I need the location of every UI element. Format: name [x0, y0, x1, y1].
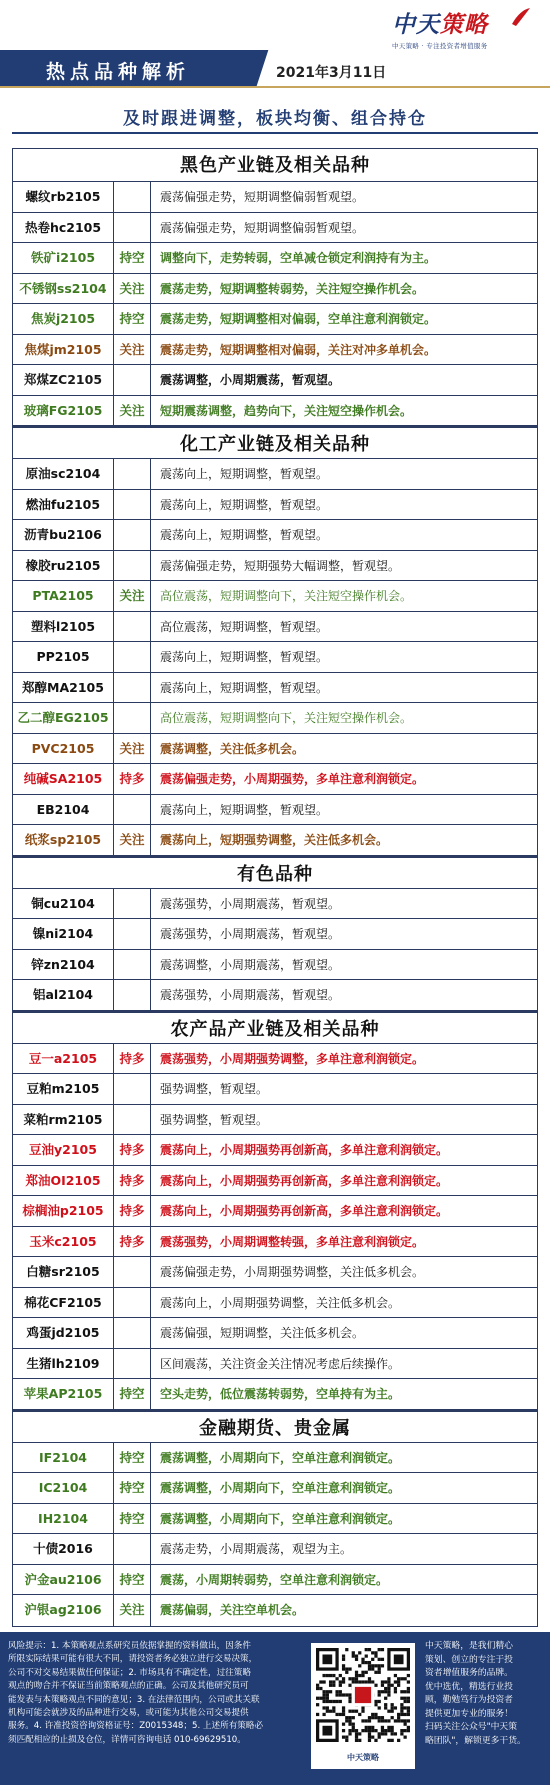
market-view: 震荡走势，短期调整转弱势，关注短空操作机会。: [160, 281, 425, 296]
contract-name: 铁矿i2105: [13, 243, 114, 273]
table-row: [13, 581, 537, 612]
table-row: [13, 459, 537, 490]
contract-name: 乙二醇EG2105: [13, 703, 114, 733]
position-tag: 持多: [114, 1044, 151, 1074]
risk-line: 服务。4. 许准投资咨询资格证号：Z0015348；5. 上述所有策略必: [8, 1721, 264, 1732]
position-tag: [114, 1349, 151, 1379]
market-view: 震荡强势，小周期震荡，暂观望。: [160, 988, 341, 1002]
position-tag: [114, 980, 151, 1010]
table-row: [13, 642, 537, 673]
table-row: [13, 213, 537, 244]
table-row: [13, 520, 537, 551]
table-row: [13, 1257, 537, 1288]
contract-name: 棉花CF2105: [13, 1288, 114, 1318]
table-row: [13, 612, 537, 643]
table-row: [13, 734, 537, 765]
contract-name: 铝al2104: [13, 980, 114, 1010]
market-view: 震荡调整，小周期震荡，暂观望。: [160, 957, 341, 972]
contract-name: 白糖sr2105: [13, 1257, 114, 1287]
contract-name: PP2105: [13, 642, 114, 672]
market-view: 震荡走势，短期调整相对偏弱，空单注意利润锁定。: [160, 312, 437, 326]
position-tag: [114, 520, 151, 550]
contract-name: 锌zn2104: [13, 950, 114, 980]
market-view: 高位震荡，短期调整向下，关注短空操作机会。: [160, 711, 413, 725]
market-view: 震荡向上，短期调整，暂观望。: [160, 528, 329, 542]
contract-name: 苹果AP2105: [13, 1379, 114, 1409]
position-tag: [114, 1074, 151, 1104]
market-view: 高位震荡，短期调整，暂观望。: [160, 619, 329, 634]
market-view: 震荡向上，短期调整，暂观望。: [160, 467, 329, 481]
logo-swoosh-icon: [510, 6, 532, 28]
table-row: [13, 304, 537, 335]
page-subtitle: 及时跟进调整，板块均衡、组合持仓: [123, 109, 427, 129]
report-date: 2021年3月11日: [276, 65, 387, 81]
table-row: [13, 825, 537, 856]
risk-disclaimer: [8, 1640, 303, 1747]
position-tag: 持空: [114, 1379, 151, 1409]
risk-line: 机构可能会就涉及的品种进行交易，或可能为其他公司交易提供: [8, 1708, 249, 1719]
position-tag: 持多: [114, 1166, 151, 1196]
contract-name: 豆粕m2105: [13, 1074, 114, 1104]
market-view: 震荡调整，小周期向下，空单注意利润锁定。: [160, 1511, 401, 1526]
title-band-accent: [0, 86, 550, 88]
position-tag: [114, 490, 151, 520]
position-tag: [114, 642, 151, 672]
table-row: [13, 1379, 537, 1410]
intro-line: 中天策略，是我们精心: [425, 1641, 513, 1651]
table-row: [13, 919, 537, 950]
intro-line: 提供更加专业的服务！: [425, 1708, 513, 1719]
contract-name: 豆油y2105: [13, 1135, 114, 1165]
market-view: 震荡向上，短期调整，暂观望。: [160, 650, 329, 664]
position-tag: [114, 950, 151, 980]
subtitle-divider: [12, 132, 538, 134]
table-row: [13, 1443, 537, 1474]
intro-line: 资者增值服务的品牌。: [425, 1668, 513, 1678]
market-view: 震荡向上，短期调整，暂观望。: [160, 802, 329, 817]
contract-name: 玻璃FG2105: [13, 396, 114, 426]
position-tag: 持多: [114, 1227, 151, 1257]
position-tag: 持多: [114, 764, 151, 794]
contract-name: IF2104: [13, 1443, 114, 1473]
table-row: [13, 274, 537, 305]
contract-name: 原油sc2104: [13, 459, 114, 489]
market-view: 强势调整，暂观望。: [160, 1112, 269, 1127]
position-tag: [114, 703, 151, 733]
market-view: 空头走势，低位震荡转弱势，空单持有为主。: [160, 1387, 401, 1401]
market-view: 震荡调整，小周期向下，空单注意利润锁定。: [160, 1481, 401, 1495]
qr-code-icon: [316, 1648, 410, 1742]
market-view: 震荡向上，小周期强势再创新高，多单注意利润锁定。: [160, 1204, 449, 1218]
contract-name: 螺纹rb2105: [13, 182, 114, 212]
position-tag: [114, 551, 151, 581]
contract-name: 生猪lh2109: [13, 1349, 114, 1379]
contract-name: 鸡蛋jd2105: [13, 1318, 114, 1348]
position-tag: [114, 612, 151, 642]
market-view: 震荡走势，小周期震荡，观望为主。: [160, 1542, 353, 1556]
contract-name: 郑煤ZC2105: [13, 365, 114, 395]
contract-name: 沪金au2106: [13, 1565, 114, 1595]
title-band: [0, 50, 550, 88]
intro-line: 优中选优，精选行业投: [425, 1681, 513, 1692]
market-view: 震荡，小周期转弱势，空单注意利润锁定。: [160, 1572, 389, 1587]
market-view: 震荡向上，小周期强势再创新高，多单注意利润锁定。: [160, 1173, 449, 1188]
table-row: [13, 1504, 537, 1535]
position-tag: [114, 1288, 151, 1318]
contract-name: 菜粕rm2105: [13, 1105, 114, 1135]
position-tag: 持空: [114, 1473, 151, 1503]
market-view: 区间震荡，关注资金关注情况考虑后续操作。: [160, 1356, 401, 1371]
market-view: 高位震荡，短期调整向下，关注短空操作机会。: [160, 589, 413, 603]
contract-name: 沪银ag2106: [13, 1595, 114, 1626]
contract-name: 郑醇MA2105: [13, 673, 114, 703]
contract-name: 纯碱SA2105: [13, 764, 114, 794]
intro-line: 略团队"，解锁更多干货。: [425, 1735, 526, 1746]
market-view: 震荡强势，小周期调整转强，多单注意利润锁定。: [160, 1234, 425, 1249]
market-view: 震荡强势，小周期强势调整，多单注意利润锁定。: [160, 1051, 425, 1066]
market-view: 震荡偏强走势，小周期强势调整，关注低多机会。: [160, 1265, 425, 1279]
position-tag: 持空: [114, 1565, 151, 1595]
contract-name: 橡胶ru2105: [13, 551, 114, 581]
table-row: [13, 673, 537, 704]
section-header: 化工产业链及相关品种: [13, 426, 537, 459]
logo-subtext: 中天策略 · 专注投资者增值服务: [392, 42, 488, 50]
risk-line: 公司不对交易结果做任何保证；2. 市场具有不确定性，过往策略: [8, 1667, 251, 1678]
position-tag: [114, 889, 151, 919]
market-view: 震荡强势，小周期震荡，暂观望。: [160, 896, 341, 911]
qr-code-box: [311, 1643, 415, 1769]
market-view: 震荡调整，小周期向下，空单注意利润锁定。: [160, 1450, 401, 1465]
position-tag: 关注: [114, 274, 151, 304]
table-row: [13, 764, 537, 795]
table-row: [13, 1135, 537, 1166]
table-row: [13, 1349, 537, 1380]
market-view: 震荡偏强，短期调整，关注低多机会。: [160, 1326, 365, 1340]
brand-logo: [392, 6, 532, 50]
brand-intro: [425, 1640, 543, 1748]
contract-name: PVC2105: [13, 734, 114, 764]
risk-line: 风险提示：1. 本策略观点系研究员依据掌握的资料做出，因条件: [8, 1641, 251, 1651]
position-tag: 持多: [114, 1196, 151, 1226]
table-row: [13, 1074, 537, 1105]
table-row: [13, 1044, 537, 1075]
table-row: [13, 1534, 537, 1565]
contract-name: 焦煤jm2105: [13, 335, 114, 365]
market-view: 震荡向上，小周期强势再创新高，多单注意利润锁定。: [160, 1143, 449, 1157]
page-title: 热点品种解析: [46, 61, 191, 83]
intro-line: 扫码关注公众号"中天策: [425, 1722, 518, 1732]
section-header: 农产品产业链及相关品种: [13, 1011, 537, 1044]
table-row: [13, 335, 537, 366]
position-tag: [114, 673, 151, 703]
table-row: [13, 396, 537, 427]
position-tag: [114, 182, 151, 212]
table-row: [13, 889, 537, 920]
table-row: [13, 490, 537, 521]
contract-name: 塑料l2105: [13, 612, 114, 642]
position-tag: [114, 459, 151, 489]
position-tag: [114, 365, 151, 395]
position-tag: 持空: [114, 1504, 151, 1534]
position-tag: 持多: [114, 1135, 151, 1165]
contract-name: 铜cu2104: [13, 889, 114, 919]
section-header: 黑色产业链及相关品种: [13, 149, 537, 182]
table-row: [13, 551, 537, 582]
table-row: [13, 950, 537, 981]
contract-name: 郑油OI2105: [13, 1166, 114, 1196]
table-row: [13, 1166, 537, 1197]
table-row: [13, 182, 537, 213]
contract-name: 玉米c2105: [13, 1227, 114, 1257]
position-tag: [114, 213, 151, 243]
position-tag: [114, 919, 151, 949]
table-row: [13, 1288, 537, 1319]
section-header: 有色品种: [13, 856, 537, 889]
contract-name: 十债2016: [13, 1534, 114, 1564]
market-view: 强势调整，暂观望。: [160, 1082, 269, 1096]
logo-text: 中天策略: [392, 11, 488, 38]
contract-name: EB2104: [13, 795, 114, 825]
section-header: 金融期货、贵金属: [13, 1410, 537, 1443]
contract-name: 不锈钢ss2104: [13, 274, 114, 304]
market-view: 震荡向上，短期强势调整，关注低多机会。: [160, 833, 389, 847]
market-view: 震荡走势，短期调整相对偏弱，关注对冲多单机会。: [160, 342, 437, 357]
table-row: [13, 243, 537, 274]
position-tag: [114, 1318, 151, 1348]
table-row: [13, 365, 537, 396]
contract-name: 沥青bu2106: [13, 520, 114, 550]
intro-line: 顾，勤勉笃行为投资者: [425, 1695, 513, 1705]
risk-line: 能发表与本策略观点不同的意见；3. 在法律范围内，公司或其关联: [8, 1694, 260, 1705]
table-row: [13, 703, 537, 734]
table-row: [13, 1105, 537, 1136]
market-view: 震荡调整，小周期震荡，暂观望。: [160, 373, 341, 387]
market-view: 短期震荡调整，趋势向下，关注短空操作机会。: [160, 403, 413, 418]
contract-name: 镍ni2104: [13, 919, 114, 949]
risk-line: 须匹配相应的止损及仓位，详情可咨询电话 010-69629510。: [8, 1734, 246, 1745]
contract-name: 热卷hc2105: [13, 213, 114, 243]
market-view: 震荡向上，短期调整，暂观望。: [160, 497, 329, 512]
table-row: [13, 1227, 537, 1258]
market-view: 震荡偏强走势，短期调整偏弱暂观望。: [160, 190, 365, 204]
position-tag: 关注: [114, 335, 151, 365]
market-view: 震荡强势，小周期震荡，暂观望。: [160, 927, 341, 941]
table-row: [13, 1473, 537, 1504]
position-tag: 持空: [114, 243, 151, 273]
table-row: [13, 1595, 537, 1626]
market-view: 调整向下，走势转弱，空单减仓锁定利润持有为主。: [160, 251, 437, 265]
risk-line: 观点的吻合并不保证当前策略观点的正确。公司及其他研究员可: [8, 1681, 249, 1692]
table-row: [13, 1565, 537, 1596]
table-row: [13, 980, 537, 1011]
market-view: 震荡向上，小周期强势调整，关注低多机会。: [160, 1295, 401, 1310]
position-tag: 关注: [114, 825, 151, 855]
market-view: 震荡调整，关注低多机会。: [160, 741, 305, 756]
risk-line: 所限实际结果可能有很大不同，请投资者务必独立进行交易决策，: [8, 1654, 258, 1665]
position-tag: [114, 1257, 151, 1287]
contract-name: IH2104: [13, 1504, 114, 1534]
market-view: 震荡偏强走势，短期调整偏弱暂观望。: [160, 220, 365, 235]
position-tag: [114, 1534, 151, 1564]
table-row: [13, 795, 537, 826]
intro-line: 策划、创立的专注于投: [425, 1654, 513, 1665]
header: [0, 0, 550, 100]
position-tag: [114, 1105, 151, 1135]
position-tag: 关注: [114, 581, 151, 611]
position-tag: 关注: [114, 1595, 151, 1626]
table-row: [13, 1196, 537, 1227]
market-view: 震荡偏强走势，小周期强势，多单注意利润锁定。: [160, 772, 425, 786]
market-view: 震荡偏强走势，短期强势大幅调整，暂观望。: [160, 558, 401, 573]
market-view: 震荡偏弱，关注空单机会。: [160, 1603, 305, 1617]
contract-name: IC2104: [13, 1473, 114, 1503]
footer: [0, 1632, 550, 1785]
contract-name: 燃油fu2105: [13, 490, 114, 520]
table-row: [13, 1318, 537, 1349]
analysis-table: [12, 148, 538, 1627]
contract-name: PTA2105: [13, 581, 114, 611]
position-tag: 持空: [114, 304, 151, 334]
contract-name: 豆一a2105: [13, 1044, 114, 1074]
contract-name: 棕榈油p2105: [13, 1196, 114, 1226]
market-view: 震荡向上，短期调整，暂观望。: [160, 680, 329, 695]
contract-name: 纸浆sp2105: [13, 825, 114, 855]
position-tag: [114, 795, 151, 825]
qr-label: 中天策略: [347, 1753, 379, 1762]
position-tag: 关注: [114, 734, 151, 764]
position-tag: 关注: [114, 396, 151, 426]
contract-name: 焦炭j2105: [13, 304, 114, 334]
position-tag: 持空: [114, 1443, 151, 1473]
